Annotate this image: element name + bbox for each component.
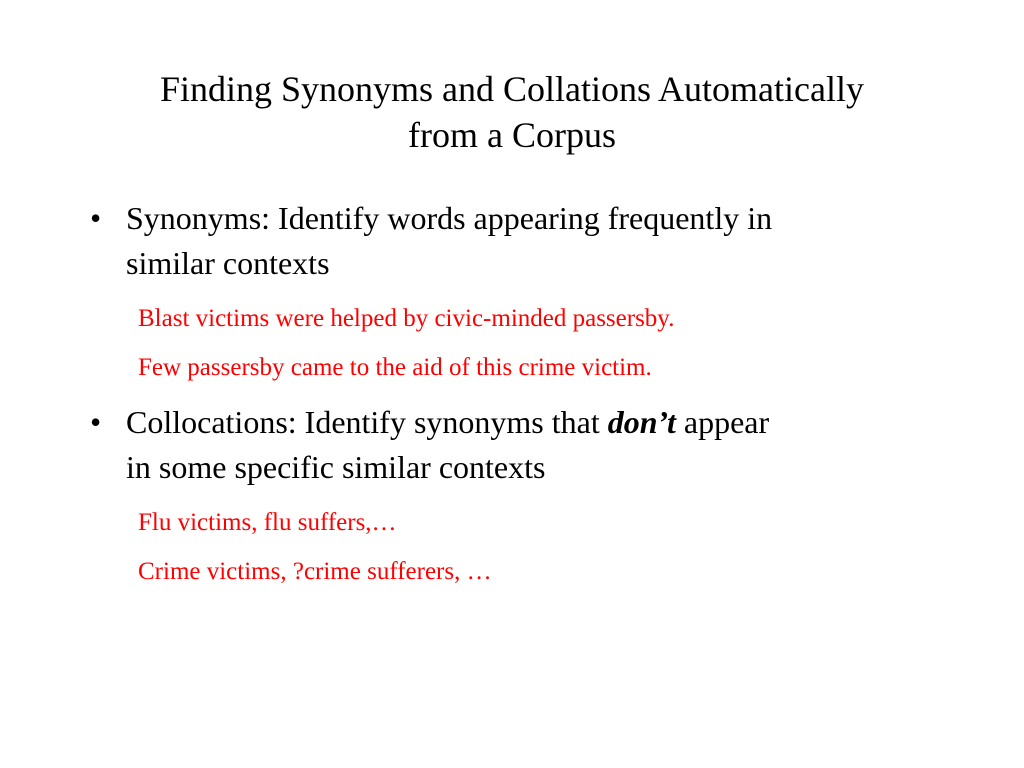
example-phrase: Crime victims, ?crime sufferers, … <box>138 558 492 585</box>
slide-title-line-1: Finding Synonyms and Collations Automatically <box>159 69 864 109</box>
example-phrase: Flu victims, flu suffers,… <box>138 509 397 536</box>
bullet-marker: • <box>90 200 102 236</box>
bullet-text-line-1: Synonyms: Identify words appearing frequently in <box>126 200 773 236</box>
bullet-synonyms <box>90 196 950 286</box>
slide-title-line-2: from a Corpus <box>408 115 616 155</box>
bullet-text <box>126 196 950 286</box>
bullet-text <box>126 400 950 490</box>
bullet-text-pre: Collocations: Identify synonyms that <box>126 404 608 440</box>
bullet-text-line-2: similar contexts <box>126 245 330 281</box>
example-sentence: Blast victims were helped by civic-minded passersby. <box>138 305 675 332</box>
bullet-text-post: appear <box>675 404 770 440</box>
bullet-marker: • <box>90 404 102 440</box>
slide-title <box>0 66 1024 158</box>
bullet-collocations <box>90 400 950 490</box>
example-sentence: Few passersby came to the aid of this crime victim. <box>138 354 652 381</box>
bullet-emphasis: don’t <box>607 404 676 440</box>
bullet-text-line-2: in some specific similar contexts <box>126 449 546 485</box>
